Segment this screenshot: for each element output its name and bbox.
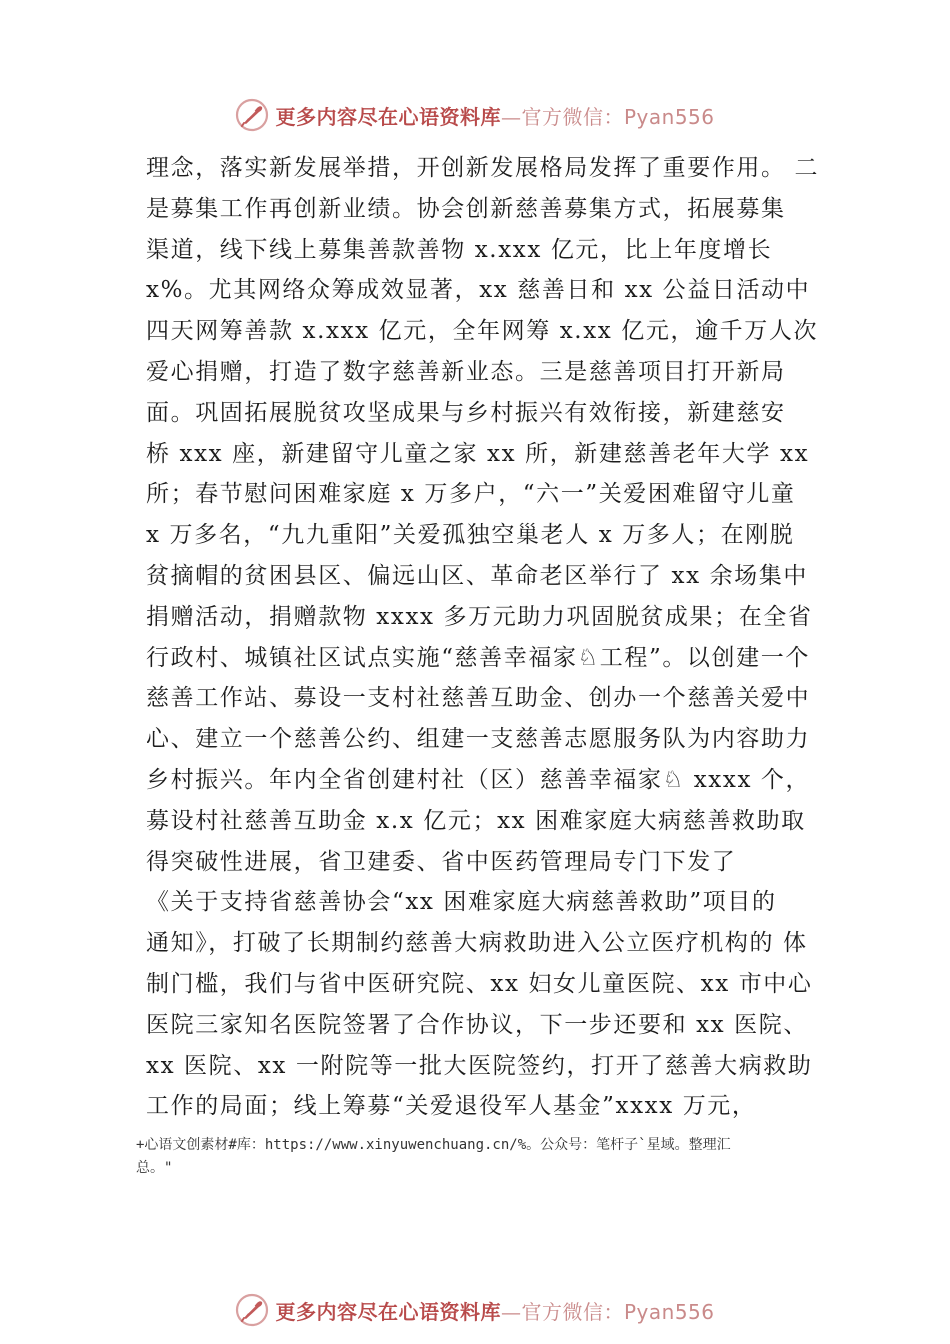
body-line: 面。巩固拓展脱贫攻坚成果与乡村振兴有效衔接，新建慈安 xyxy=(146,399,786,426)
body-line: 制门槛，我们与省中医研究院、xx 妇女儿童医院、xx 市中心 xyxy=(146,970,813,997)
body-line: 所；春节慰问困难家庭 x 万多户，“六一”关爱困难留守儿童 xyxy=(146,481,796,508)
footer-banner-dash: — xyxy=(500,1299,522,1324)
body-line: 心、建立一个慈善公约、组建一支慈善志愿服务队为内容助力 xyxy=(146,726,811,753)
footnote-line: +心语文创素材#库：https://www.xinyuwenchuang.cn/%。公众号：笔杆子`星域。整理汇 xyxy=(136,1137,731,1153)
footer-banner-text xyxy=(275,1296,714,1325)
quill-logo-icon xyxy=(235,1293,269,1327)
body-line: 桥 xxx 座，新建留守儿童之家 xx 所，新建慈善老年大学 xx xyxy=(146,440,810,467)
body-line: 《关于支持省慈善协会“xx 困难家庭大病慈善救助”项目的 xyxy=(146,889,777,916)
body-line: 理念，落实新发展举措，开创新发展格局发挥了重要作用。 二 xyxy=(146,155,820,181)
body-line: x 万多名，“九九重阳”关爱孤独空巢老人 x 万多人；在刚脱 xyxy=(146,522,795,549)
header-banner-inner xyxy=(235,98,714,132)
body-line: 工作的局面；线上筹募“关爱退役军人基金”xxxx 万元， xyxy=(146,1093,757,1120)
header-banner-text xyxy=(275,101,714,130)
body-line: 爱心捐赠，打造了数字慈善新业态。三是慈善项目打开新局 xyxy=(146,358,786,385)
header-banner-main: 更多内容尽在心语资料库 xyxy=(275,104,501,129)
body-line: 是募集工作再创新业绩。协会创新慈善募集方式，拓展募集 xyxy=(146,195,786,222)
body-line: 得突破性进展，省卫建委、省中医药管理局专门下发了 xyxy=(146,848,737,875)
body-line: 通知》，打破了长期制约慈善大病救助进入公立医疗机构的 体 xyxy=(146,930,808,957)
footer-banner-main: 更多内容尽在心语资料库 xyxy=(275,1299,501,1324)
footnote-line: 总。" xyxy=(136,1160,173,1176)
body-line: 医院三家知名医院签署了合作协议，下一步还要和 xx 医院、 xyxy=(146,1011,808,1038)
body-line: 乡村振兴。年内全省创建村社（区）慈善幸福家♘ xxxx 个， xyxy=(146,766,811,793)
header-banner-official: 官方微信： xyxy=(521,104,624,129)
header-banner xyxy=(0,95,950,135)
footer-banner-official: 官方微信： xyxy=(521,1299,624,1324)
body-line: 募设村社慈善互助金 x.x 亿元；xx 困难家庭大病慈善救助取 xyxy=(146,807,806,834)
body-line: 慈善工作站、募设一支村社慈善互助金、创办一个慈善关爱中 xyxy=(146,685,811,712)
body-line: xx 医院、xx 一附院等一批大医院签约，打开了慈善大病救助 xyxy=(146,1052,813,1079)
body-line: 四天网筹善款 x.xxx 亿元，全年网筹 x.xx 亿元，逾千万人次 xyxy=(146,318,819,345)
header-banner-dash: — xyxy=(500,104,522,129)
document-body xyxy=(146,148,820,1127)
body-line: x%。尤其网络众筹成效显著，xx 慈善日和 xx 公益日活动中 xyxy=(146,277,811,304)
body-line: 渠道，线下线上募集善款善物 x.xxx 亿元，比上年度增长 xyxy=(146,236,773,263)
body-line: 贫摘帽的贫困县区、偏远山区、革命老区举行了 xx 余场集中 xyxy=(146,562,808,589)
body-line: 捐赠活动，捐赠款物 xxxx 多万元助力巩固脱贫成果；在全省 xyxy=(146,603,813,630)
footer-banner-wechat-id: Pyan556 xyxy=(623,1299,715,1324)
quill-logo-icon xyxy=(235,98,269,132)
header-banner-wechat-id: Pyan556 xyxy=(623,104,715,129)
footnote xyxy=(136,1134,846,1180)
footer-banner xyxy=(0,1290,950,1330)
footer-banner-inner xyxy=(235,1293,714,1327)
body-line: 行政村、城镇社区试点实施“慈善幸福家♘工程”。以创建一个 xyxy=(146,644,810,671)
